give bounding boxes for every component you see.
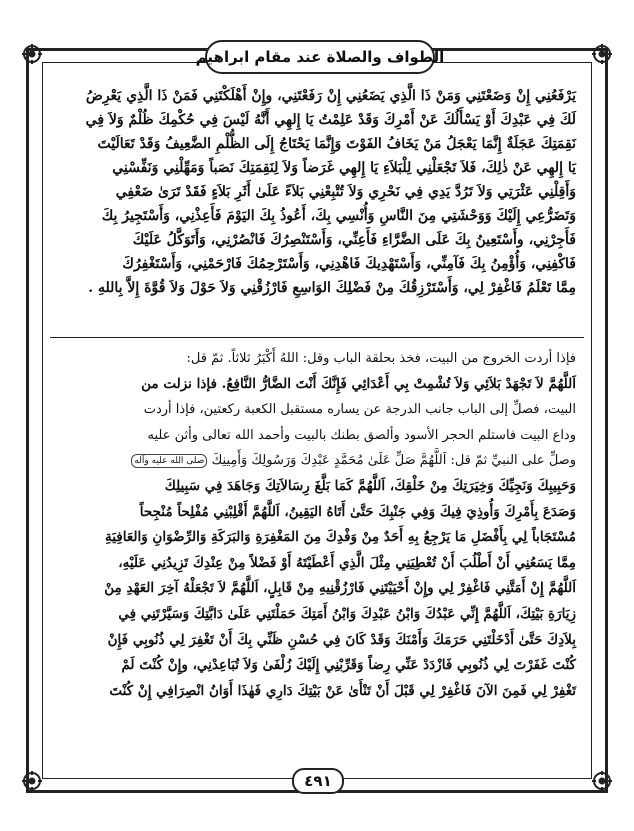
- text-line: فإذا أردت الخروج من البيت، فخذ بحلقة الباب وقل: اللهُ أَكْبَرُ ثلاثاً. ثمّ قل:: [186, 351, 576, 366]
- section-divider: [50, 337, 584, 338]
- text-line: وَحَبِيبِكَ وَنَجِيِّكَ وَخِيَرَتِكَ مِنْ خَلْقِكَ، اَللَّهُمَّ كَمَا بَلَّغَ رِسَالاَتِكَ وَجَاهَدَ فِي سَبِيلِكَ: [164, 477, 576, 494]
- text-line: مِمَّا تَعْلَمُ فَاغْفِرْ لِي، وَأَسْتَرْزِقُكَ مِنْ فَضْلِكَ الوَاسِعِ فَارْزُقْنِي وَلاَ حَوْلَ وَلاَ قُوَّةَ إِلاَّ بِاللهِ .: [88, 280, 576, 296]
- instructions-block: [58, 346, 576, 704]
- text-line: بِلاَدِكَ حَتَّىٰ أَدْخَلْتَنِي حَرَمَكَ وَأَمْنَكَ وَقَدْ كَانَ فِي حُسْنِ ظَنِّي بِكَ أَنْ تَغْفِرَ لِي ذُنُوبِي فَإِنْ: [107, 631, 576, 648]
- text-line: تَغْفِرْ لِي فَمِنَ الآنَ فَاغْفِرْ لِي قَبْلَ أَنْ تَنْأَىٰ عَنْ بَيْتِكَ دَارِي فَهٰذَا أَوَانُ انْصِرَافِي إِنْ كُنْتَ: [109, 682, 576, 699]
- text-line: يَا إِلهِي عَنْ ذٰلِكَ، فَلاَ تَجْعَلْنِي لِلْبَلاَءِ يَا إِلهِي غَرَضاً وَلاَ لِنَقِمَتِكَ نَصَباً وَمَهِّلْنِي وَنَفِّسْنِي: [112, 160, 576, 176]
- pbuh-mark: صلى الله عليه وآله: [131, 454, 207, 468]
- text-line: مُسْتَجَاباً لِي بِأَفْضَلِ مَا يَرْجِعُ بِهِ أَحَدٌ مِنْ وَفْدِكَ مِنَ المَغْفِرَةِ وَالبَرَكَةِ وَالرِّضْوَانِ وَالعَافِيَةِ: [104, 529, 576, 546]
- page-footer: [292, 768, 344, 794]
- prayer-block: [58, 84, 576, 300]
- text-line: وَأَقِلْنِي عَثْرَتِي وَلاَ تَرُدَّ يَدِي فِي نَحْرِي وَلاَ تُتْبِعْنِي بَلاَءً عَلَىٰ أَثَرِ بَلاَءٍ فَقَدْ تَرَىٰ ضَعْفِي: [115, 184, 576, 200]
- text-line-segment: وصلِّ على النبيِّ ثمّ قل: اَللَّهُمَّ صَلِّ عَلَىٰ مُحَمَّدٍ عَبْدِكَ وَرَسُولِكَ وَأَمِينِكَ: [211, 453, 576, 469]
- page-number: ٤٩١: [304, 772, 332, 790]
- text-line: كُنْتَ غَفَرْتَ لِي ذُنُوبِي فَازْدَدْ عَنِّي رِضاً وَقَرِّبْنِي إِلَيْكَ زُلْفَىٰ وَلاَ تُبَاعِدْنِي، وإِنْ كُنْتَ لَمْ: [121, 657, 576, 674]
- text-line: وداع البيت فاستلم الحجر الأسود وألصق بطنك بالبيت وأحمد الله تعالى وأثن عليه: [147, 427, 576, 443]
- corner-ornament-icon: [20, 42, 44, 66]
- text-line: اَللَّهُمَّ لاَ تَجْهَدْ بَلاَئِي وَلاَ تُشْمِتْ بِي أَعْدَائِي فَإِنَّكَ أَنْتَ الضَّارُّ النَّافِعُ. فإذا نزلت من: [141, 375, 576, 392]
- text-line: لَكَ فِي عَبْدِكَ أَوْ يَسْأَلُكَ عَنْ أَمْرِكَ وَقَدْ عَلِمْتُ يَا إِلهِي أَنَّهُ لَيْسَ فِي حُكْمِكَ ظُلْمٌ وَلاَ فِي: [85, 112, 576, 128]
- page-title: الطواف والصلاة عند مقام ابراهيم: [195, 48, 445, 66]
- text-line: وَصَدَعَ بِأَمْرِكَ وَأُوذِيَ فِيكَ وَفِي جَنْبِكَ حَتَّىٰ أَتَاهُ اليَقِينُ، اَللَّهُمَّ أَقْلِبْنِي مُفْلِحاً مُنْجِحاً: [139, 503, 576, 520]
- text-line: فَأَجِرْنِي، وأَسْتَعِينُ بِكَ عَلَى الضَّرَّاءِ فَأَعِنِّي، وَأَسْتَنْصِرُكَ فَانْصُرْنِي، وَأَتَوَكَّلُ عَلَيْكَ: [132, 232, 576, 248]
- text-line: البيت، فصلِّ إلى الباب جانب الدرجة عن يساره مستقبل الكعبة ركعتين، فإذا أردت: [143, 402, 576, 418]
- corner-ornament-icon: [20, 769, 44, 793]
- text-line: زِيَارَةِ بَيْتِكَ، اَللَّهُمَّ إِنِّي عَبْدُكَ وَابْنُ عَبْدِكَ وَابْنُ أَمَتِكَ حَمَلْتَنِي عَلَىٰ دَابَّتِكَ وَسَيَّرْتَنِي فِي: [118, 605, 576, 622]
- page-header: [195, 40, 445, 74]
- text-line: يَرْفَعُنِي إِنْ وَضَعْتَنِي وَمَنْ ذَا الَّذِي يَضَعُنِي إِنْ رَفَعْتَنِي، وإِنْ أَهْلَكْتَنِي فَمَنْ ذَا الَّذِي يَعْرِضُ: [85, 88, 576, 104]
- text-line: نَقِمَتِكَ عَجَلَةٌ إِنَّمَا يَعْجَلُ مَنْ يَخَافُ الفَوْتَ وَإِنَّمَا يَحْتَاجُ إِلَى الظُّلْمِ الضَّعِيفُ وَقَدْ تَعَالَيْتَ: [97, 136, 576, 152]
- corner-ornament-icon: [590, 42, 614, 66]
- text-line: مِمَّا يَسَعُنِي أَنْ أَطْلُبَ أَنْ تُعْطِيَنِي مِثْلَ الَّذِي أَعْطَيْتَهُ أَوْ فَضْلاً مِنْ عِنْدِكَ تَزِيدُنِي عَلَيْهِ،: [118, 554, 576, 571]
- text-line: اَللَّهُمَّ إِنْ أَمَتَّنِي فَاغْفِرْ لِي وإِنْ أَحْيَيْتَنِي فَارْزُقْنِيهِ مِنْ قَابِلٍ، اَللَّهُمَّ لاَ تَجْعَلْهُ آخِرَ العَهْدِ مِنْ: [104, 580, 576, 597]
- text-line: [58, 448, 576, 474]
- corner-ornament-icon: [590, 769, 614, 793]
- text-line: وَتَضَرُّعِي إِلَيْكَ وَوَحْشَتِي مِنَ النَّاسِ وَأُنْسِي بِكَ، أَعُوذُ بِكَ اليَوْمَ فَأَعِذْنِي، وَأَسْتَجِيرُ بِكَ: [101, 208, 576, 224]
- text-line: فَاكْفِنِي، وَأُؤْمِنُ بِكَ فَآمِنِّي، وَأَسْتَهْدِيكَ فَاهْدِنِي، وَأَسْتَرْحِمُكَ فَارْحَمْنِي، وَأَسْتَغْفِرُكَ: [122, 256, 576, 272]
